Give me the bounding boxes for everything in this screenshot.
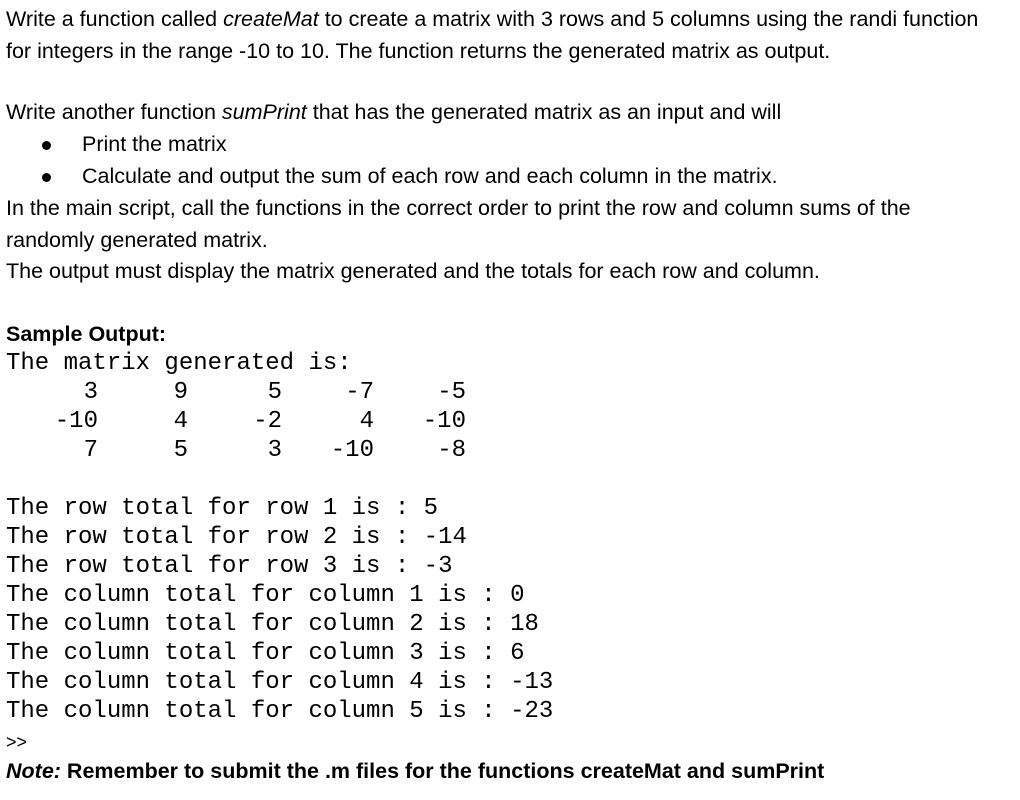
note-line [6,756,1000,788]
row-total-line: The row total for row 2 is : -14 [6,524,467,551]
matrix-cell: -10 [330,437,374,464]
matrix-cell: -10 [422,408,466,435]
column-total-line: The column total for column 4 is : -13 [6,669,554,696]
bullet-icon [42,173,51,182]
column-total-line: The column total for column 2 is : 18 [6,611,539,638]
column-total-line: The column total for column 1 is : 0 [6,582,525,609]
matrix-cell: 3 [83,379,98,406]
bullet-icon [42,141,51,150]
matrix-cell: -8 [437,437,466,464]
intro-text: to create a matrix with 3 rows and 5 columns using the randi function for integers in the range -10 to 10. The function returns the generated matrix as output. [6,7,979,63]
function-name-createmat: createMat [223,7,319,31]
column-total-line: The column total for column 3 is : 6 [6,640,525,667]
column-total-line: The column total for column 5 is : -23 [6,698,554,725]
row-total-line: The row total for row 3 is : -3 [6,553,453,580]
matrix-cell: -10 [54,408,98,435]
sample-output-heading: Sample Output: [6,322,167,346]
command-prompt: >> [6,732,28,752]
bullet-text: Print the matrix [82,132,227,156]
intro-paragraph-3: In the main script, call the functions in the correct order to print the row and column sums of the randomly generated matrix. [6,196,911,252]
row-total-line: The row total for row 1 is : 5 [6,495,439,522]
matrix-cell: 5 [267,379,282,406]
intro-paragraph-1 [6,4,1000,67]
matrix-cell: 3 [267,437,282,464]
intro-text: that has the generated matrix as an input and will [306,100,782,124]
intro-paragraph-2 [6,97,1000,129]
matrix-cell: -5 [437,379,466,406]
matrix-cell: 4 [173,408,188,435]
matrix-cell: 4 [359,408,374,435]
matrix-cell: 9 [173,379,188,406]
intro-paragraph-4: The output must display the matrix generated and the totals for each row and column. [6,259,820,283]
matrix-cell: -7 [345,379,374,406]
matrix-cell: 7 [83,437,98,464]
intro-text: Write a function called [6,7,224,31]
matrix-cell: 5 [173,437,188,464]
note-text: Remember to submit the .m files for the functions createMat and sumPrint [60,759,825,783]
function-name-sumprint: sumPrint [221,100,307,124]
note-label: Note: [6,759,61,783]
matrix-title: The matrix generated is: [6,350,352,377]
bullet-text: Calculate and output the sum of each row and each column in the matrix. [82,164,778,188]
intro-text: Write another function [6,100,222,124]
matrix-cell: -2 [253,408,282,435]
